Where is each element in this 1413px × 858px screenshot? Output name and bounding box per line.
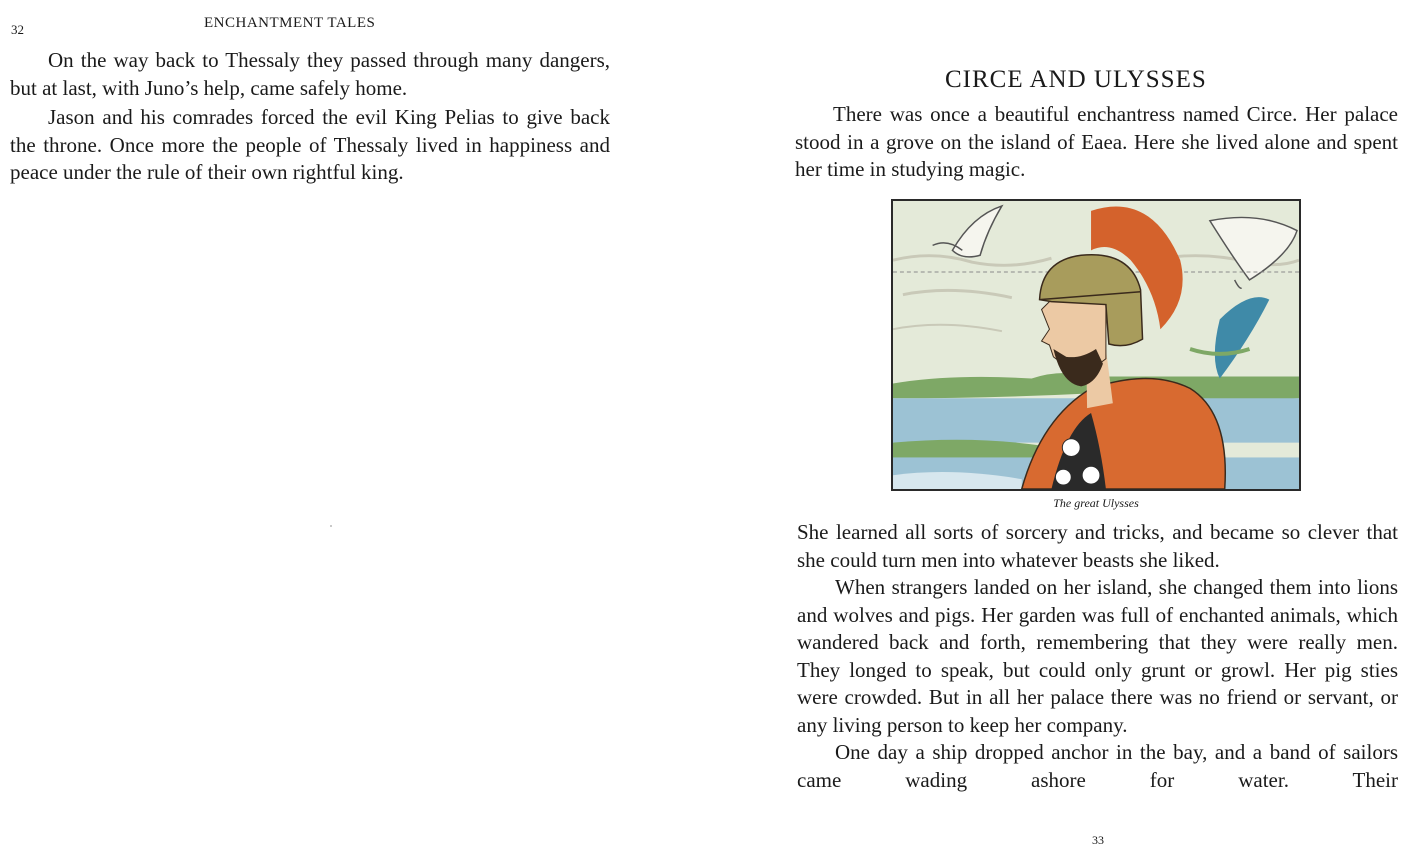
illustration-ulysses [891, 199, 1301, 491]
right-body-text [797, 519, 1398, 794]
paragraph: There was once a beautiful enchantress named Circe. Her palace stood in a grove on the island of Eaea. Here she lived alone and spent her time in studying magic. [795, 102, 1398, 181]
running-head: ENCHANTMENT TALES [204, 15, 376, 31]
paragraph: She learned all sorts of sorcery and tricks, and became so clever that she could turn men into whatever beasts she liked. [797, 520, 1398, 572]
page-number-left: 32 [11, 22, 24, 37]
paragraph: When strangers landed on her island, she changed them into lions and wolves and pigs. Her garden was full of enchanted animals, which wandered back and forth, remembering that they were really men. They longed to speak, but could only grunt or growl. Her pig sties were crowded. But in all her palace there was no friend or servant, or any living person to keep her company. [797, 575, 1398, 737]
left-page [0, 0, 640, 858]
ulysses-picture [893, 201, 1299, 489]
left-body-text [10, 47, 610, 187]
paragraph: Jason and his comrades forced the evil King Pelias to give back the throne. Once more the people of Thessaly lived in happiness and peace under the rule of their own rightful king. [10, 105, 610, 184]
illustration-caption: The great Ulysses [1053, 496, 1139, 510]
paragraph: One day a ship dropped anchor in the bay, and a band of sailors came wading ashore for water. Their [797, 740, 1398, 792]
paper-speck [330, 525, 332, 527]
chapter-title: CIRCE AND ULYSSES [945, 66, 1207, 93]
paragraph: On the way back to Thessaly they passed through many dangers, but at last, with Juno’s help, came safely home. [10, 48, 610, 100]
page-number-right: 33 [1092, 833, 1104, 847]
right-page [785, 0, 1413, 858]
intro-text [795, 101, 1398, 184]
